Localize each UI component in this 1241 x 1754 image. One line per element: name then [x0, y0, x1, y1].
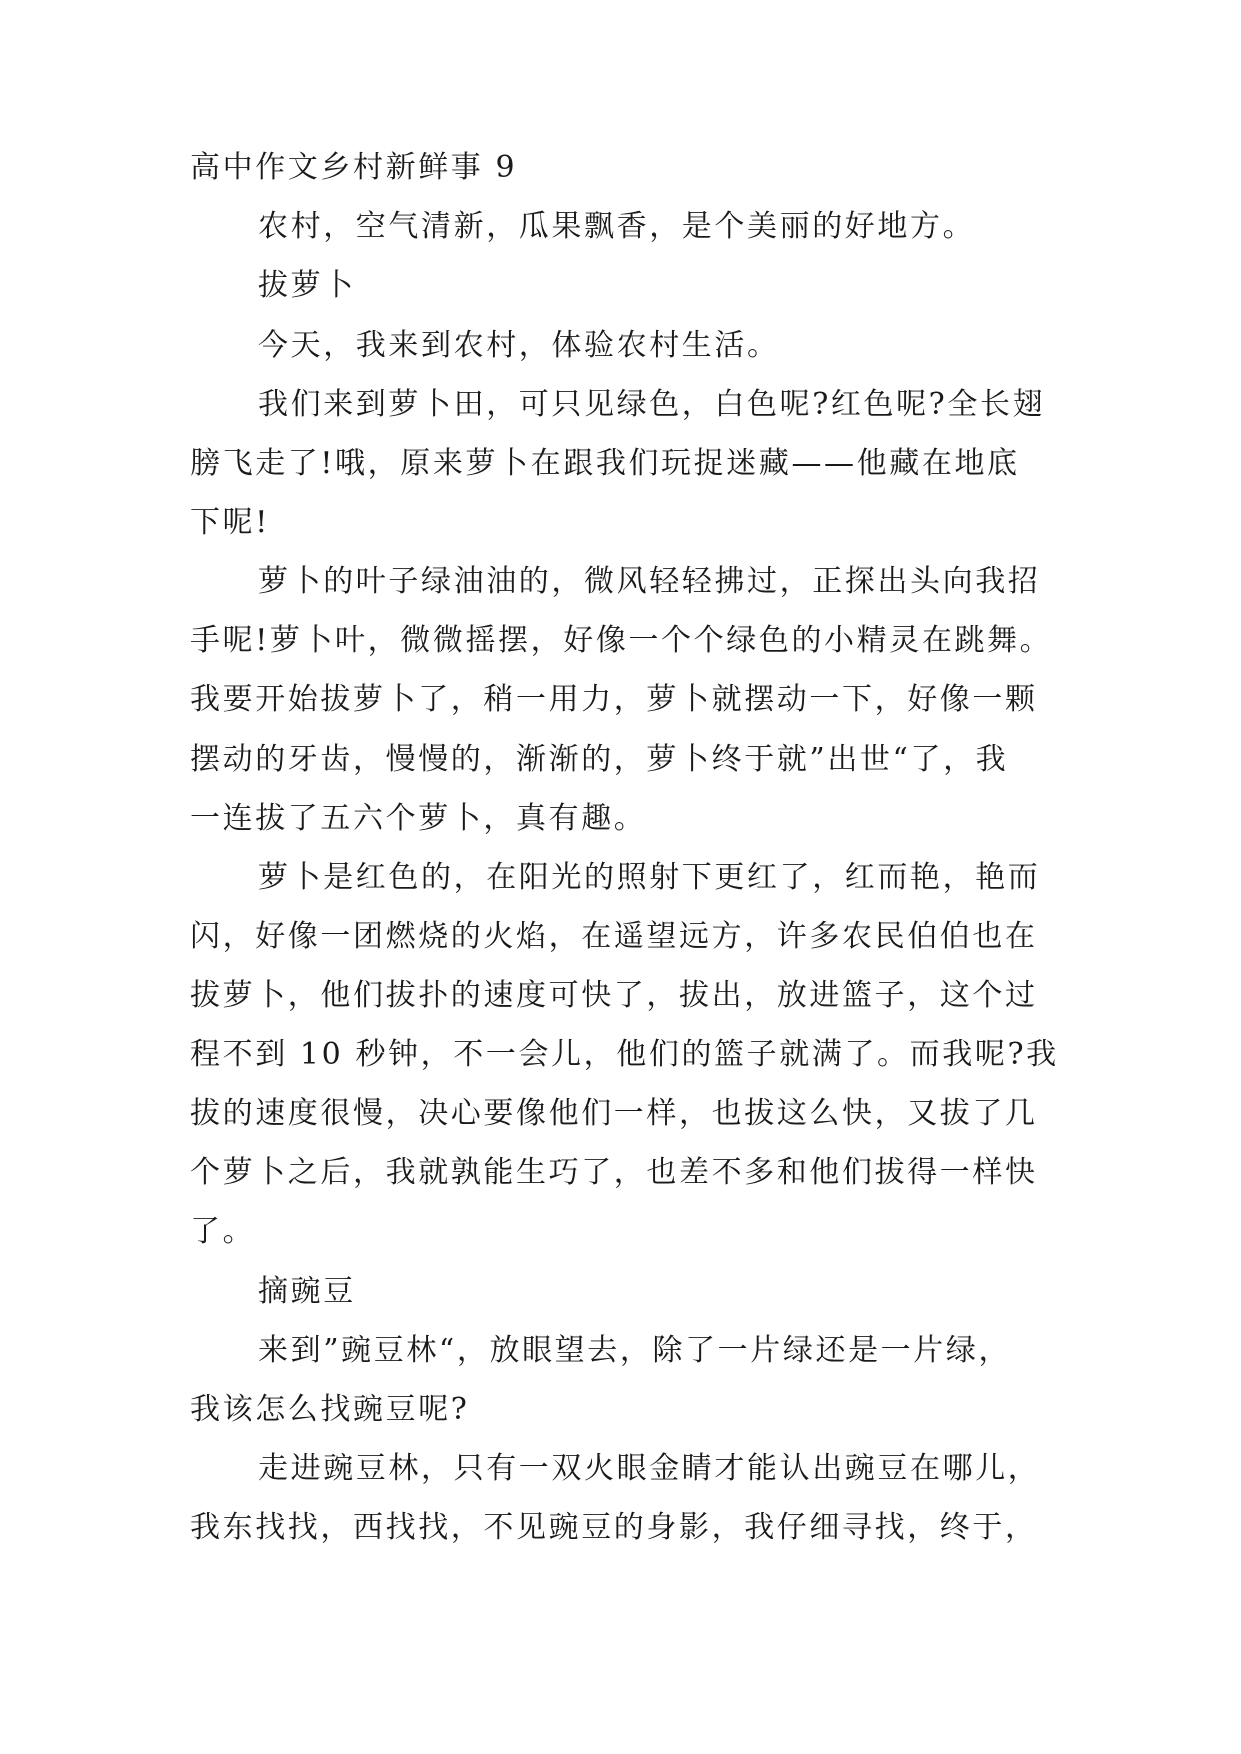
paragraph-line: 来到”豌豆林“，放眼望去，除了一片绿还是一片绿，: [258, 1333, 1012, 1368]
paragraph-line: 拔的速度很慢，决心要像他们一样，也拔这么快，又拔了几: [190, 1096, 1038, 1131]
paragraph-line: 我要开始拔萝卜了，稍一用力，萝卜就摆动一下，好像一颗: [190, 682, 1038, 717]
paragraph-line: 我该怎么找豌豆呢?: [190, 1392, 470, 1427]
paragraph-line: 走进豌豆林，只有一双火眼金睛才能认出豌豆在哪儿，: [258, 1451, 1041, 1486]
paragraph-line: 萝卜是红色的，在阳光的照射下更红了，红而艳，艳而: [258, 860, 1041, 895]
paragraph-line: 了。: [190, 1214, 256, 1249]
paragraph-line: 摆动的牙齿，慢慢的，渐渐的，萝卜终于就”出世“了，我: [190, 742, 1009, 777]
paragraph-line: 程不到 10 秒钟，不一会儿，他们的篮子就满了。而我呢?我: [190, 1037, 1059, 1072]
paragraph-line: 闪，好像一团燃烧的火焰，在遥望远方，许多农民伯伯也在: [190, 919, 1038, 954]
paragraph-line: 一连拔了五六个萝卜，真有趣。: [190, 801, 647, 836]
paragraph-line: 拔萝卜，他们拔扑的速度可快了，拔出，放进篮子，这个过: [190, 978, 1038, 1013]
paragraph-line: 萝卜的叶子绿油油的，微风轻轻拂过，正探出头向我招: [258, 564, 1041, 599]
paragraph-line: 膀飞走了!哦，原来萝卜在跟我们玩捉迷藏——他藏在地底: [190, 446, 1020, 481]
section-heading-picking-peas: 摘豌豆: [258, 1274, 356, 1309]
paragraph-line: 我东找找，西找找，不见豌豆的身影，我仔细寻找，终于，: [190, 1510, 1038, 1545]
paragraph-line: 下呢!: [190, 505, 270, 540]
paragraph-line: 今天，我来到农村，体验农村生活。: [258, 328, 780, 363]
paragraph-line: 手呢!萝卜叶，微微摇摆，好像一个个绿色的小精灵在跳舞。: [190, 623, 1053, 658]
section-heading-pulling-radish: 拔萝卜: [258, 268, 356, 303]
paragraph-line: 我们来到萝卜田，可只见绿色，白色呢?红色呢?全长翅: [258, 387, 1046, 422]
paragraph-line: 个萝卜之后，我就孰能生巧了，也差不多和他们拔得一样快: [190, 1155, 1038, 1190]
paragraph-line: 农村，空气清新，瓜果飘香，是个美丽的好地方。: [258, 209, 976, 244]
document-title: 高中作文乡村新鲜事 9: [190, 150, 518, 185]
